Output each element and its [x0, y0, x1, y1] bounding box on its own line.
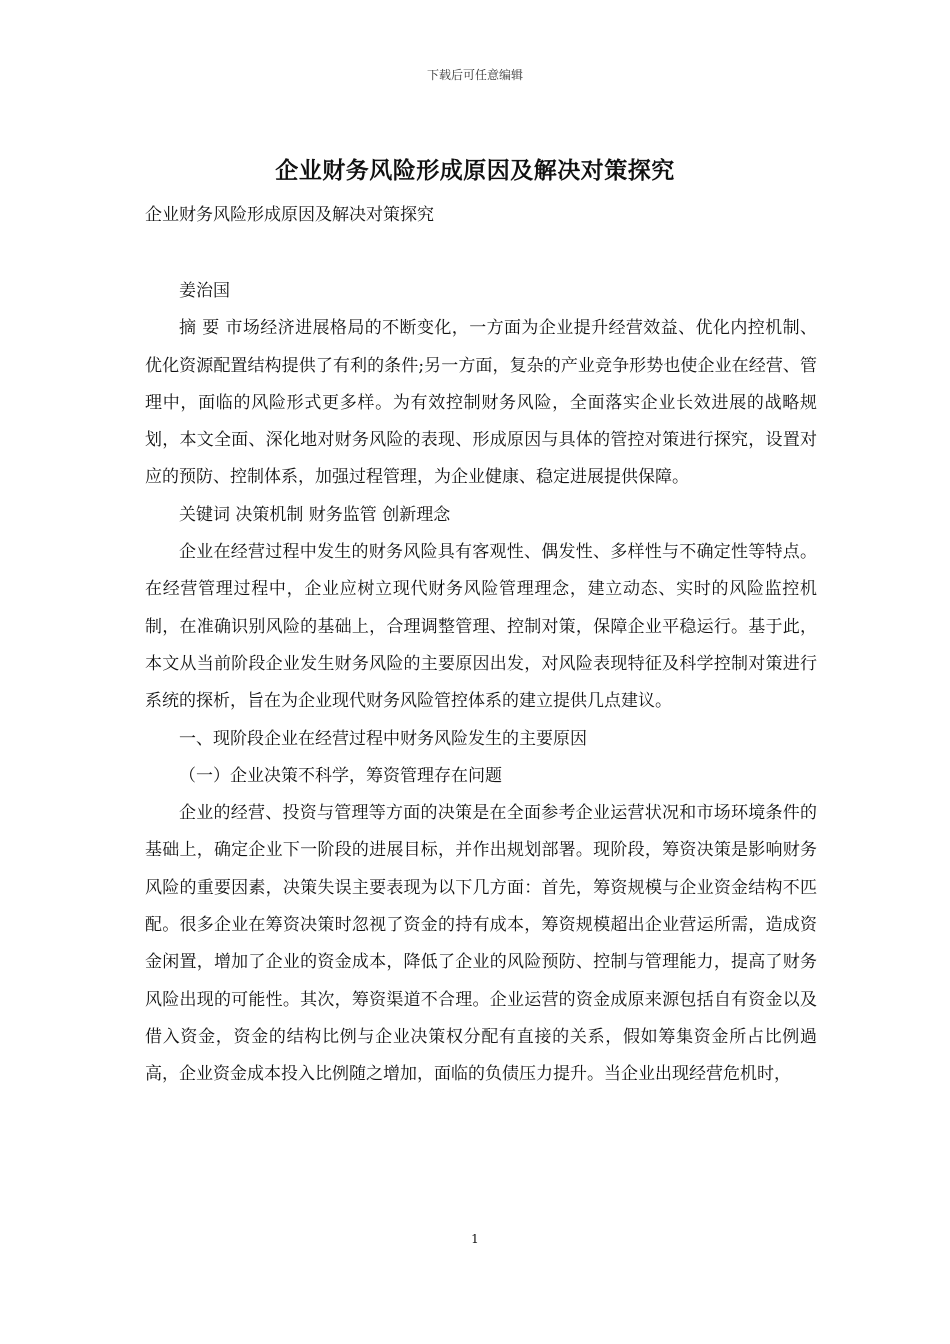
body-paragraph: 企业的经营、投资与管理等方面的决策是在全面参考企业运营状况和市场环境条件的基础上，确定企业下一阶段的进展目标，并作出规划部署。现阶段，筹资决策是影响财务风险的重要因素，决策失误主要表现为以下几方面：首先，筹资规模与企业资金结构不匹配。很多企业在筹资决策时忽视了资金的持有成本，筹资规模超出企业营运所需，造成资金闲置，增加了企业的资金成本，降低了企业的风险预防、控制与管理能力，提高了财务风险出现的可能性。其次，筹资渠道不合理。企业运营的资金成原来源包括自有资金以及借入资金，资金的结构比例与企业决策权分配有直接的关系，假如筹集资金所占比例過高，企业资金成本投入比例随之增加，面临的负债压力提升。当企业出现经营危机时，: [145, 803, 817, 1085]
document-title: 企业财务风险形成原因及解决对策探究: [275, 157, 675, 184]
page-number: 1: [471, 1232, 479, 1246]
section-heading: 一、现阶段企业在经营过程中财务风险发生的主要原因: [179, 728, 587, 749]
document-body: [145, 273, 817, 1094]
subsection-heading: （一）企业决策不科学，筹资管理存在问题: [179, 765, 502, 786]
intro-paragraph: 企业在经营过程中发生的财务风险具有客观性、偶发性、多样性与不确定性等特点。在经营管理过程中，企业应树立现代财务风险管理理念，建立动态、实时的风险监控机制，在准确识别风险的基础上，合理调整管理、控制对策，保障企业平稳运行。基于此，本文从当前阶段企业发生财务风险的主要原因出发，对风险表现特征及科学控制对策进行系统的探析，旨在为企业现代财务风险管控体系的建立提供几点建议。: [145, 542, 817, 712]
document-subtitle: 企业财务风险形成原因及解决对策探究: [145, 205, 434, 225]
header-note: 下载后可任意编辑: [426, 68, 523, 82]
author-name: 姜治国: [179, 281, 230, 301]
abstract-paragraph: 摘 要 市场经济进展格局的不断变化，一方面为企业提升经营效益、优化内控机制、优化资源配置结构提供了有利的条件;另一方面，复杂的产业竞争形势也使企业在经营、管理中，面临的风险形式更多样。为有效控制财务风险，全面落实企业长效进展的战略规划，本文全面、深化地对财务风险的表现、形成原因与具体的管控对策进行探究，设置对应的预防、控制体系，加强过程管理，为企业健康、稳定进展提供保障。: [145, 318, 817, 488]
keywords-line: 关键词 决策机制 财务监管 创新理念: [179, 504, 451, 525]
